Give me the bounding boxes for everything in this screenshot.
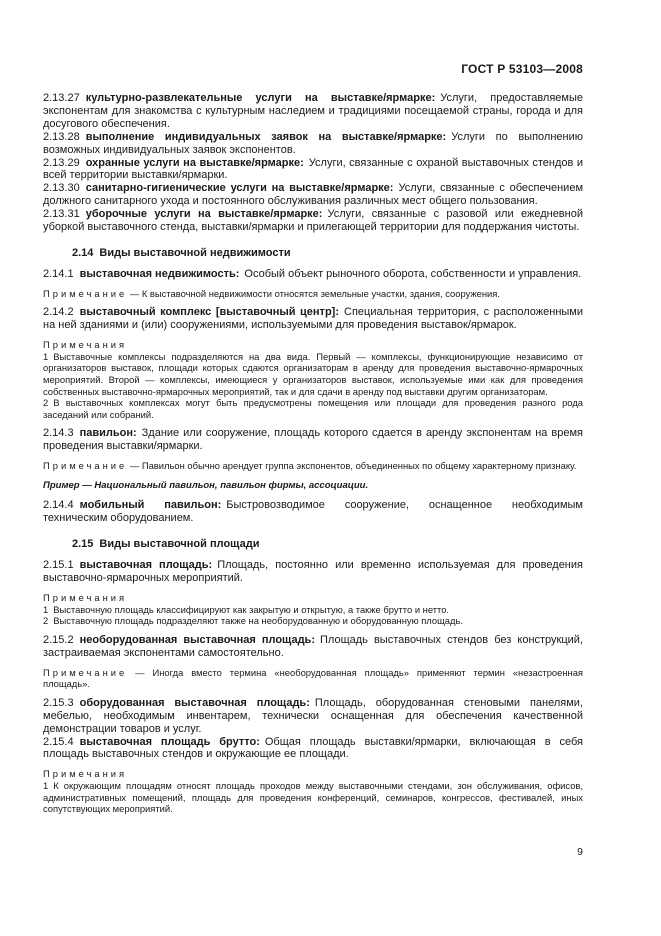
term-title: мобильный павильон: (79, 499, 222, 512)
term-definition: Площадь выставочных стендов без конструкций, застраиваемая экспонентами самостоятельно. (43, 633, 584, 659)
notes-label: Примечания (43, 592, 128, 604)
note-text: — Павильон обычно арендует группа экспонентов, объединенных по общему характерному признаку. (129, 460, 577, 472)
term-title: оборудованная выставочная площадь: (79, 696, 310, 709)
section-number: 2.15 (72, 538, 94, 551)
term-number: 2.14.1 (43, 267, 74, 280)
text-column (43, 0, 583, 822)
term-definition: Особый объект рыночного оборота, собственности и управления. (244, 267, 582, 280)
note-single (43, 460, 583, 472)
term-title: выставочная площадь: (79, 559, 213, 572)
term-paragraph-2-13-28 (43, 131, 583, 157)
note-item-text: К окружающим площадям относят площадь проходов между выставочными стендами, зон обслуживания, офисов, административных помещений, площадь для проведения конференций, семинаров, конгрессов, фестивалей, иных сопутствующих мероприятий. (43, 779, 583, 815)
note-item-number: 2 (43, 397, 49, 409)
term-title: выставочный комплекс [выставочный центр]: (79, 306, 339, 319)
note-label: Примечание (43, 287, 128, 299)
term-paragraph-2-15-2 (43, 634, 583, 660)
term-number: 2.15.2 (43, 633, 74, 646)
notes-group (43, 768, 583, 814)
term-paragraph-2-13-29 (43, 157, 583, 183)
standard-number: ГОСТ Р 53103—2008 (461, 62, 583, 76)
term-title: необорудованная выставочная площадь: (79, 633, 315, 646)
term-definition: Здание или сооружение, площадь которого сдается в аренду экспонентам на время проведения выставки/ярмарки. (43, 427, 583, 453)
term-number: 2.15.1 (43, 559, 74, 572)
term-paragraph-2-14-4 (43, 499, 583, 525)
note-text: — К выставочной недвижимости относятся земельные участки, здания, сооружения. (129, 287, 500, 299)
note-item-number: 1 (43, 603, 49, 615)
term-title: санитарно-гигиенические услуги на выставке/ярмарке: (85, 182, 394, 195)
term-definition: Общая площадь выставки/ярмарки, включающая в себя площадь выставочных стендов и окружающие ее площади. (43, 735, 583, 761)
term-paragraph-2-13-30 (43, 182, 583, 208)
term-definition: Площадь, оборудованная стеновыми панелями, мебелью, необходимым инвентарем, технически оснащенная для обеспечения качественной демонстрации товаров и услуг. (43, 696, 583, 735)
term-number: 2.14.2 (43, 306, 74, 319)
term-title: культурно-развлекательные услуги на выставке/ярмарке: (85, 92, 436, 104)
term-definition: Специальная территория, с расположенными на ней зданиями и (или) сооружениями, используемыми для проведения выставок/ярмарок. (43, 306, 584, 332)
section-heading-2-15 (43, 538, 583, 551)
term-definition: Быстровозводимое сооружение, оснащенное необходимым техническим оборудованием. (43, 499, 583, 525)
term-number: 2.14.4 (43, 499, 74, 512)
note-item-number: 2 (43, 615, 49, 627)
note-item-text: Выставочную площадь подразделяют также на необорудованную и оборудованную площадь. (53, 615, 463, 627)
term-paragraph-2-13-31 (43, 208, 583, 234)
section-number: 2.14 (72, 246, 94, 259)
note-item (43, 351, 583, 397)
term-title: уборочные услуги на выставке/ярмарке: (85, 208, 323, 221)
term-definition: Площадь, постоянно или временно используемая для проведения выставочно-ярмарочных мероприятий. (43, 559, 583, 585)
term-paragraph-2-15-1 (43, 559, 583, 585)
notes-label: Примечания (43, 339, 128, 351)
term-paragraph-2-14-3 (43, 427, 583, 453)
note-single (43, 288, 583, 300)
notes-label: Примечания (43, 768, 128, 780)
term-title: выполнение индивидуальных заявок на выставке/ярмарке: (85, 130, 447, 143)
term-number: 2.13.29 (43, 156, 80, 169)
term-paragraph-2-14-2 (43, 306, 583, 332)
term-number: 2.13.28 (43, 130, 80, 143)
term-title: выставочная площадь брутто: (79, 735, 260, 748)
term-title: выставочная недвижимость: (79, 267, 240, 280)
term-paragraph-2-14-1 (43, 268, 583, 281)
note-item-number: 1 (43, 779, 49, 791)
term-title: охранные услуги на выставке/ярмарке: (85, 156, 304, 169)
section-title: Виды выставочной площади (99, 538, 260, 551)
term-paragraph-2-15-3 (43, 697, 583, 736)
term-title: павильон: (79, 427, 137, 440)
term-definition: Услуги, связанные с обеспечением должного санитарного ухода и постоянного обслуживания различных мест общего пользования. (43, 182, 584, 208)
note-single (43, 667, 583, 690)
note-label: Примечание (43, 666, 128, 678)
term-definition: Услуги по выполнению возможных индивидуальных заявок экспонентов. (43, 130, 583, 156)
term-definition: Услуги, связанные с разовой или ежедневной уборкой выставочного стенда, выставки/ярмарки и прилегающей территории для поддержания чистоты. (43, 208, 583, 234)
term-number: 2.15.4 (43, 735, 74, 748)
note-item (43, 604, 583, 616)
term-number: 2.13.27 (43, 92, 80, 104)
term-number: 2.13.30 (43, 182, 80, 195)
notes-group (43, 339, 583, 420)
example-text: Пример — Национальный павильон, павильон фирмы, ассоциации. (43, 479, 369, 491)
note-item-text: Выставочную площадь классифицируют как закрытую и открытую, а также брутто и нетто. (53, 603, 450, 615)
term-number: 2.14.3 (43, 427, 74, 440)
term-number: 2.15.3 (43, 696, 74, 709)
note-item-number: 1 (43, 350, 49, 362)
note-text: — Иногда вместо термина «необорудованная площадь» применяют термин «незастроенная площадь». (43, 666, 583, 690)
note-label: Примечание (43, 460, 128, 472)
notes-group (43, 592, 583, 627)
term-definition: Услуги, связанные с охраной выставочных стендов и всей территории выставки/ярмарки. (43, 156, 583, 182)
term-paragraph-2-15-4 (43, 736, 583, 762)
note-item (43, 397, 583, 420)
note-item (43, 615, 583, 627)
note-item-text: В выставочных комплексах могут быть предусмотрены помещения или площади для проведения разного рода заседаний или собраний. (43, 397, 583, 420)
page-number: 9 (577, 846, 583, 858)
note-item-text: Выставочные комплексы подразделяются на два вида. Первый — комплексы, функционирующие независимо от организаторов выставок, площади которых сдаются организаторам в аренду для проведения выставочно-ярмарочных мероприятий. Второй — комплексы, имеющиеся у организаторов выставок, используемые ими как для проведения собственных выставочно-ярмарочных мероприятий, так и для сдачи в аренду под выставки другим организаторам. (43, 350, 583, 397)
term-number: 2.13.31 (43, 208, 80, 221)
term-paragraph-2-13-27 (43, 92, 583, 131)
note-item (43, 780, 583, 815)
section-heading-2-14 (43, 247, 583, 260)
section-title: Виды выставочной недвижимости (99, 246, 291, 259)
term-definition: Услуги, предоставляемые экспонентам для знакомства с культурным наследием и традициями посещаемой страны, города и для досугового обеспечения. (43, 92, 583, 130)
